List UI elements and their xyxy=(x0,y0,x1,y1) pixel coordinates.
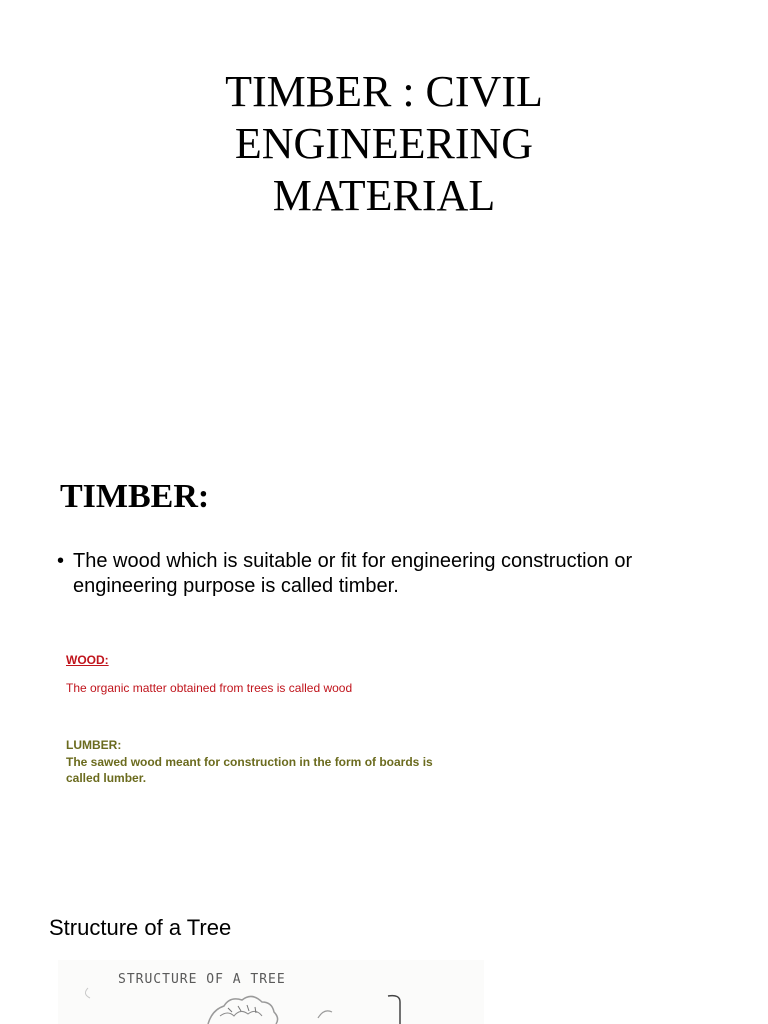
bullet-marker: • xyxy=(57,550,65,572)
title-line-2: ENGINEERING xyxy=(234,119,534,168)
lumber-definition: The sawed wood meant for construction in the form of boards is called lumber. xyxy=(66,754,433,785)
sketch-caption: STRUCTURE OF A TREE xyxy=(118,972,286,987)
tree-structure-sketch xyxy=(58,960,484,1024)
timber-definition-bullet xyxy=(57,549,733,599)
lumber-heading: LUMBER: xyxy=(66,738,122,752)
structure-of-tree-heading: Structure of a Tree xyxy=(49,915,232,940)
wood-heading: WOOD: xyxy=(66,653,109,667)
wood-definition: The organic matter obtained from trees is called wood xyxy=(66,681,353,695)
title-line-1: TIMBER : CIVIL xyxy=(225,67,543,116)
timber-definition-text: The wood which is suitable or fit for engineering construction or engineering purpose is called timber. xyxy=(73,550,633,597)
title-line-3: MATERIAL xyxy=(272,171,496,220)
slide-title xyxy=(134,66,634,222)
lumber-block xyxy=(66,737,456,787)
tree-sketch-drawing xyxy=(58,960,484,1024)
timber-heading: TIMBER: xyxy=(60,478,210,515)
